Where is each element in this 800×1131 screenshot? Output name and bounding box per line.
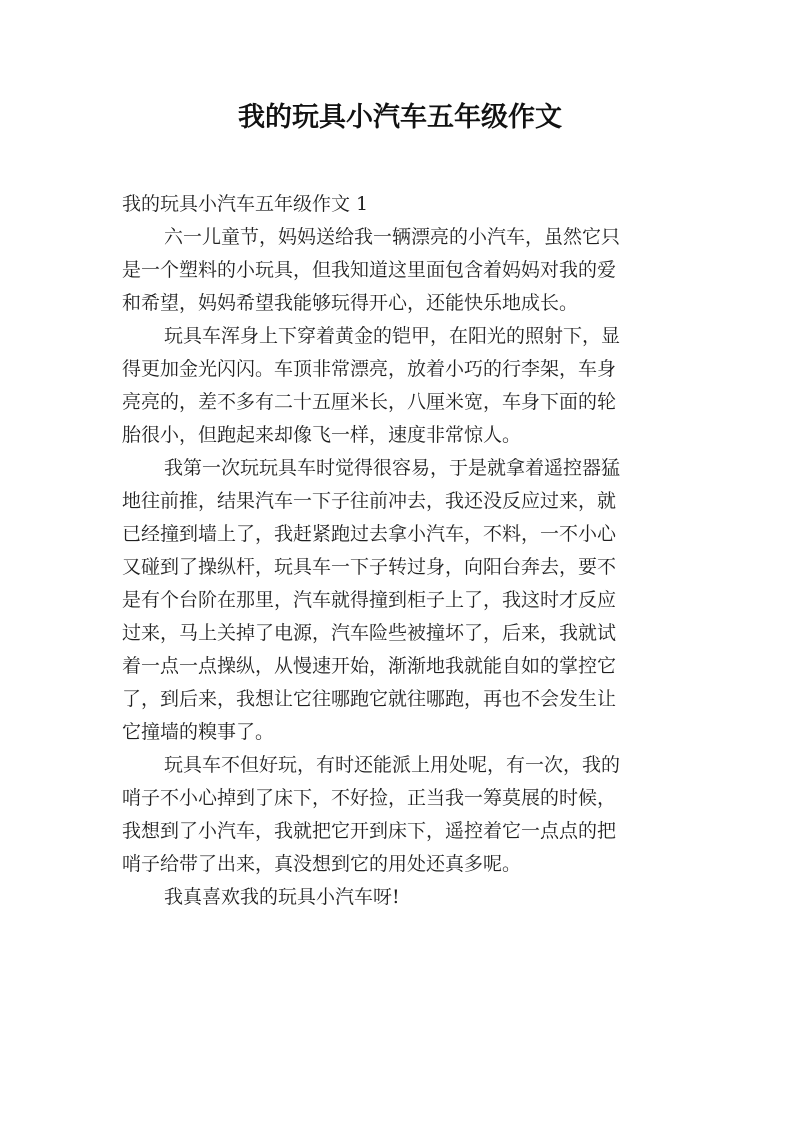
text-line: 我想到了小汽车，我就把它开到床下，遥控着它一点点的把	[122, 820, 617, 842]
text-line: 我真喜欢我的玩具小汽车呀!	[164, 886, 400, 908]
paragraph-3	[122, 452, 686, 749]
text-line: 六一儿童节，妈妈送给我一辆漂亮的小汽车，虽然它只	[164, 226, 621, 248]
text-line: 又碰到了操纵杆，玩具车一下子转过身，向阳台奔去，要不	[122, 556, 617, 578]
text-line: 过来，马上关掉了电源，汽车险些被撞坏了，后来，我就试	[122, 622, 617, 644]
paragraph-2	[122, 320, 686, 452]
text-line: 是一个塑料的小玩具，但我知道这里面包含着妈妈对我的爱	[122, 259, 617, 281]
text-line: 已经撞到墙上了，我赶紧跑过去拿小汽车，不料，一不小心	[122, 523, 617, 545]
text-line: 胎很小，但跑起来却像飞一样，速度非常惊人。	[122, 424, 522, 446]
text-line: 和希望，妈妈希望我能够玩得开心，还能快乐地成长。	[122, 292, 579, 314]
text-line: 玩具车浑身上下穿着黄金的铠甲，在阳光的照射下，显	[164, 325, 621, 347]
text-line: 了，到后来，我想让它往哪跑它就往哪跑，再也不会发生让	[122, 688, 617, 710]
text-line: 它撞墙的糗事了。	[122, 721, 275, 743]
paragraph-1	[122, 221, 686, 320]
text-line: 是有个台阶在那里，汽车就得撞到柜子上了，我这时才反应	[122, 589, 617, 611]
section-heading: 我的玩具小汽车五年级作文 1	[122, 193, 369, 215]
text-line: 哨子不小心掉到了床下，不好捡，正当我一筹莫展的时候，	[122, 787, 617, 809]
text-line: 玩具车不但好玩，有时还能派上用处呢，有一次，我的	[164, 754, 621, 776]
document-title: 我的玩具小汽车五年级作文	[238, 102, 562, 133]
text-line: 地往前推，结果汽车一下子往前冲去，我还没反应过来，就	[122, 490, 617, 512]
paragraph-5	[122, 881, 686, 914]
text-line: 得更加金光闪闪。车顶非常漂亮，放着小巧的行李架，车身	[122, 358, 617, 380]
paragraph-4	[122, 749, 686, 881]
text-line: 我第一次玩玩具车时觉得很容易，于是就拿着遥控器猛	[164, 457, 621, 479]
text-line: 亮亮的，差不多有二十五厘米长，八厘米宽，车身下面的轮	[122, 391, 617, 413]
text-line: 哨子给带了出来，真没想到它的用处还真多呢。	[122, 853, 522, 875]
essay-body	[122, 188, 686, 914]
text-line: 着一点一点操纵，从慢速开始，渐渐地我就能自如的掌控它	[122, 655, 617, 677]
